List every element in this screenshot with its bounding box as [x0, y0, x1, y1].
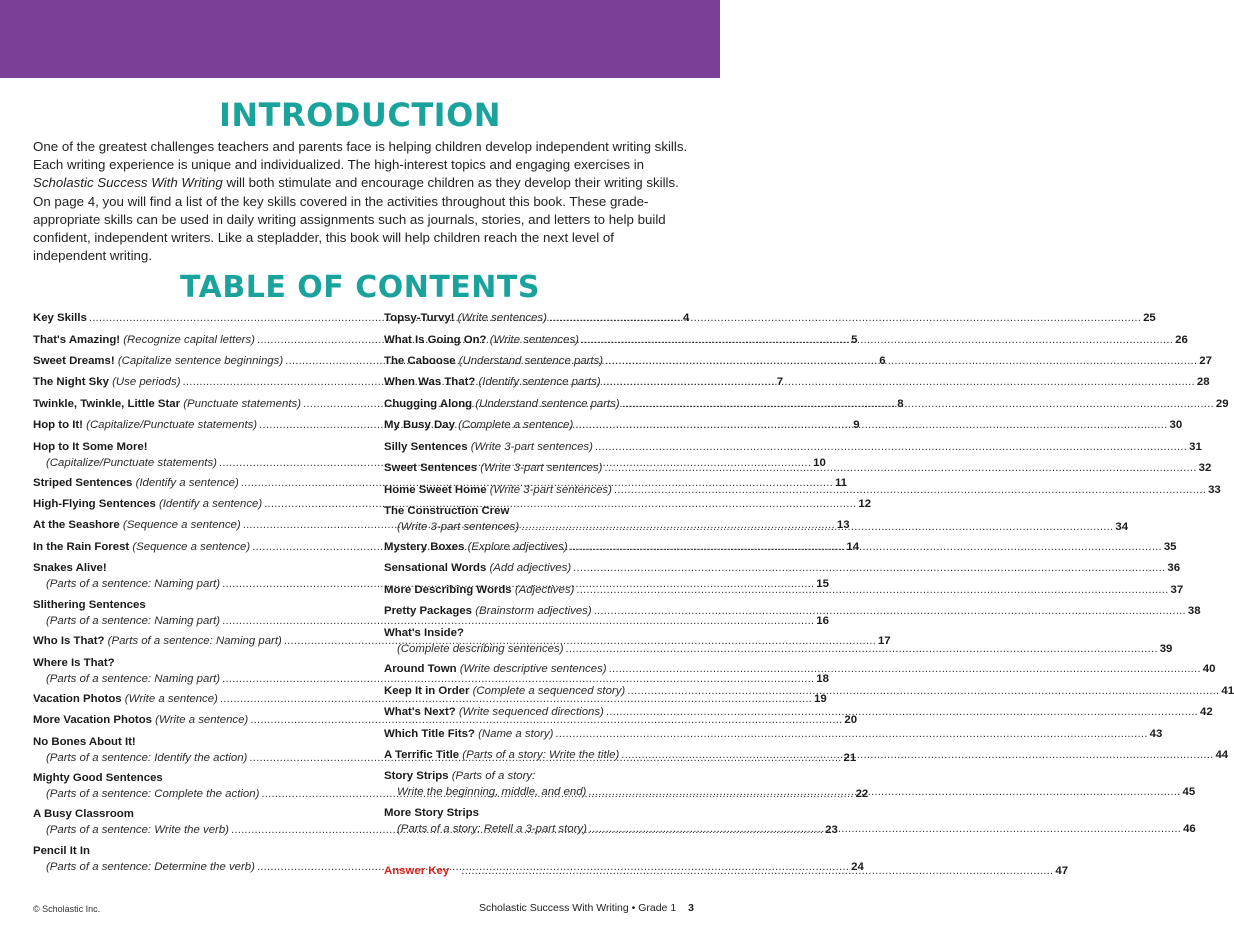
toc-entry-skill: (Parts of a sentence: Naming part) [107, 635, 282, 647]
toc-entry-label [384, 662, 607, 678]
toc-entry-title: Hop to It! [33, 419, 83, 431]
toc-entry-label [384, 684, 625, 700]
toc-entry [384, 375, 1210, 391]
toc-entry-title: Chugging Along [384, 398, 473, 410]
toc-entry-skill: (Write 3-part sentences) [470, 441, 593, 453]
dot-leader [603, 375, 1195, 391]
toc-entry-skill: (Parts of a story: Retell a 3-part story) [397, 822, 587, 835]
dot-leader [588, 785, 1180, 801]
toc-page-number: 28 [1196, 376, 1210, 388]
toc-entry-skill: (Name a story) [478, 728, 554, 740]
toc-entry-skill: (Write 3-part sentences) [397, 520, 520, 533]
toc-entry-label [46, 456, 217, 472]
toc-entry-first-line [33, 807, 359, 823]
toc-page-number: 31 [1189, 441, 1202, 453]
toc-entry-label [33, 375, 181, 391]
toc-entry-skill: (Parts of a sentence: Determine the verb) [46, 860, 255, 873]
toc-entry-title: Mystery Boxes [384, 541, 465, 553]
toc-page-number: 27 [1199, 355, 1212, 367]
toc-entry-line [384, 397, 1229, 413]
toc-entry-skill: (Complete describing sentences) [397, 642, 564, 655]
toc-entry-title: That's Amazing! [33, 334, 121, 346]
toc-entry-title: A Terrific Title [384, 749, 460, 761]
toc-page-number: 11 [834, 477, 848, 489]
header-color-band [0, 0, 720, 78]
toc-page-number: 44 [1215, 749, 1229, 761]
toc-page-number: 30 [1169, 419, 1183, 431]
toc-page-number: 47 [1055, 865, 1069, 877]
toc-entry-label [384, 311, 547, 327]
toc-entry-title: Answer Key [384, 865, 450, 877]
toc-entry-label [33, 311, 87, 327]
toc-entry-skill: (Complete a sentence) [458, 419, 574, 431]
toc-page-number: 45 [1182, 785, 1196, 798]
toc-page-number: 12 [858, 498, 872, 510]
toc-entry-title: More Story Strips [384, 807, 479, 819]
toc-entry-skill: (Parts of a sentence: Naming part) [46, 672, 221, 685]
toc-entry-title: What's Next? [384, 706, 456, 718]
toc-entry-first-line [33, 735, 359, 751]
toc-entry-label [33, 497, 262, 513]
dot-leader [570, 540, 1162, 556]
toc-entry-skill: (Capitalize/Punctuate statements) [46, 456, 217, 469]
toc-entry-label [33, 692, 218, 708]
toc-entry-skill: (Parts of a sentence: Write the verb) [46, 823, 229, 836]
toc-page-number: 46 [1183, 822, 1196, 835]
toc-entry-skill: (Write 3-part sentences) [480, 462, 603, 474]
toc-page-number: 21 [843, 751, 857, 764]
toc-entry-label [33, 634, 282, 650]
toc-entry-skill: (Parts of a story: Write the title) [462, 749, 620, 761]
toc-entry-first-line [33, 598, 359, 614]
dot-leader [606, 705, 1198, 721]
dot-leader [576, 583, 1168, 599]
toc-page-number: 26 [1175, 334, 1188, 346]
toc-entry-skill: Write the beginning, middle, and end) [397, 785, 587, 798]
toc-page-number: 39 [1159, 642, 1173, 655]
dot-leader [604, 461, 1196, 477]
toc-entry-first-line [33, 844, 359, 860]
toc-entry-title: Hop to It Some More! [33, 441, 148, 453]
toc-entry-skill: (Use periods) [112, 376, 181, 388]
toc-page-number: 23 [825, 823, 838, 836]
dot-leader [594, 604, 1186, 620]
toc-page-number: 41 [1221, 685, 1234, 697]
toc-entry-label [384, 440, 593, 456]
toc-entry [33, 692, 827, 708]
toc-page-number: 33 [1208, 484, 1221, 496]
toc-entry-title: Striped Sentences [33, 477, 133, 489]
toc-entry-line [384, 333, 1188, 349]
toc-entry-first-line [384, 504, 680, 520]
table-of-contents-heading: TABLE OF CONTENTS [180, 270, 540, 305]
toc-entry-skill: (Sequence a sentence) [122, 519, 241, 531]
toc-entry-label [33, 397, 301, 413]
toc-entry-label [384, 461, 602, 477]
toc-page-number: 5 [851, 334, 858, 346]
toc-page-number: 32 [1198, 462, 1212, 474]
toc-entry-label [384, 748, 619, 764]
toc-entry-title: When Was That? [384, 376, 476, 388]
toc-entry-first-line [33, 656, 359, 672]
dot-leader [461, 864, 1053, 880]
toc-page-number: 40 [1202, 663, 1216, 675]
toc-page-number: 6 [879, 355, 886, 367]
toc-entry-title: At the Seashore [33, 519, 120, 531]
toc-entry-line [384, 440, 1202, 456]
toc-entry-title: Vacation Photos [33, 693, 122, 705]
toc-entry-title: Which Title Fits? [384, 728, 475, 740]
toc-entry-title: Silly Sentences [384, 441, 468, 453]
toc-page-number: 35 [1163, 541, 1177, 553]
footer-book-title: Scholastic Success With Writing • Grade 1 [478, 902, 677, 914]
dot-leader [589, 822, 1181, 838]
toc-entry [384, 561, 1181, 577]
dot-leader [581, 333, 1173, 349]
intro-text-part-2: will both stimulate and encourage children as they develop their writing skills. On page 4, you will find a list of the key skills covered in the activities throughout this book. These grade-appropriate skills can be used in daily writing assignments such as journals, stories, and letters to help build confident, independent writers. Like a stepladder, this book will help children reach the next level of independent writing. [33, 175, 679, 264]
toc-entry-skill: (Understand sentence parts) [458, 355, 604, 367]
toc-page-number: 18 [816, 672, 829, 685]
toc-entry-title: Slithering Sentences [33, 599, 146, 611]
toc-entry-skill: (Write a sentence) [124, 693, 218, 705]
toc-page-number: 20 [844, 714, 858, 726]
intro-text-part-1: One of the greatest challenges teachers and parents face is helping children develop independent writing skills. Each writing experience is unique and individualized. The high-interest topics and engaging exercises in [33, 139, 688, 173]
introduction-heading: INTRODUCTION [218, 96, 502, 134]
toc-entry-title: Home Sweet Home [384, 484, 487, 496]
toc-entry-label [384, 705, 604, 721]
toc-entry-skill: (Parts of a sentence: Identify the action) [46, 751, 248, 764]
toc-entry-title: In the Rain Forest [33, 541, 130, 553]
toc-page-number: 13 [836, 519, 850, 531]
toc-page-number: 14 [846, 541, 860, 553]
toc-page-number: 7 [776, 376, 784, 388]
toc-entry-title: Around Town [384, 663, 457, 675]
toc-entry-first-line [33, 561, 359, 577]
page-number: 3 [688, 902, 694, 914]
toc-entry-label [384, 561, 571, 577]
toc-entry [384, 662, 1216, 678]
toc-entry-label [46, 577, 220, 593]
dot-leader [605, 354, 1197, 370]
toc-page-number: 16 [816, 614, 829, 627]
toc-entry-title: Mighty Good Sentences [33, 772, 163, 784]
dot-leader [609, 662, 1201, 678]
toc-entry-title: The Construction Crew [384, 505, 510, 517]
toc-entry-skill: (Parts of a sentence: Complete the action) [46, 787, 260, 800]
toc-entry-label [46, 787, 259, 803]
toc-entry-title: Story Strips [384, 770, 449, 782]
toc-entry-title: Who Is That? [33, 635, 105, 647]
dot-leader [595, 440, 1187, 456]
toc-entry-title: Key Skills [33, 312, 87, 324]
dot-leader [621, 748, 1213, 764]
toc-entry-skill: (Identify a sentence) [135, 477, 239, 489]
toc-entry-skill: (Recognize capital letters) [123, 334, 255, 346]
toc-page-number: 37 [1170, 584, 1184, 596]
toc-entry-label [46, 823, 229, 839]
toc-entry-title: Sweet Sentences [384, 462, 478, 474]
toc-entry-skill: (Parts of a sentence: Naming part) [46, 577, 221, 590]
toc-entry [384, 604, 1201, 620]
toc-entry-skill: (Parts of a story: [451, 770, 536, 782]
toc-entry-label [46, 860, 255, 876]
toc-entry-line [33, 692, 827, 708]
toc-entry [384, 333, 1188, 349]
dot-leader [614, 483, 1206, 499]
toc-entry-skill: (Adjectives) [514, 584, 575, 596]
toc-entry-skill: (Write descriptive sentences) [459, 663, 607, 675]
toc-entry-title: My Busy Day [384, 419, 455, 431]
toc-entry-first-line [33, 771, 359, 787]
toc-entry-label [397, 520, 519, 536]
toc-entry-title: Snakes Alive! [33, 562, 107, 574]
toc-entry-label [384, 483, 612, 499]
toc-entry-title: More Vacation Photos [33, 714, 152, 726]
dot-leader [566, 642, 1158, 658]
toc-page-number: 29 [1215, 398, 1229, 410]
toc-entry-skill: (Sequence a sentence) [132, 541, 251, 553]
toc-entry [384, 354, 1212, 370]
toc-entry-label [384, 418, 573, 434]
toc-page-number: 17 [877, 635, 891, 647]
toc-entry-label [397, 642, 564, 658]
dot-leader [575, 418, 1167, 434]
toc-entry-line [384, 727, 1163, 743]
intro-book-title: Scholastic Success With Writing [33, 175, 223, 191]
toc-entry [384, 440, 1202, 456]
toc-entry-skill: (Write sentences) [489, 334, 579, 346]
toc-entry-skill: (Punctuate statements) [183, 398, 301, 410]
toc-entry-skill: (Understand sentence parts) [475, 398, 620, 410]
introduction-paragraph [33, 138, 688, 265]
toc-entry-line [384, 418, 1183, 434]
toc-page-number: 42 [1200, 706, 1213, 718]
toc-entry-skill: (Write 3-part sentences) [489, 484, 612, 496]
toc-entry-skill: (Capitalize/Punctuate statements) [86, 419, 258, 431]
toc-entry-label [33, 713, 248, 729]
toc-entry-skill: (Parts of a sentence: Naming part) [46, 614, 221, 627]
toc-entry-skill: (Identify a sentence) [158, 498, 263, 510]
toc-entry-title: What's Inside? [384, 627, 464, 639]
toc-entry-title: What Is Going On? [384, 334, 487, 346]
toc-page-number: 34 [1115, 520, 1129, 533]
toc-entry-skill: (Identify sentence parts) [478, 376, 601, 388]
toc-entry-title: Twinkle, Twinkle, Little Star [33, 398, 181, 410]
toc-entry-title: More Describing Words [384, 584, 512, 596]
toc-entry-line [384, 311, 1156, 327]
toc-entry-title: The Night Sky [33, 376, 109, 388]
toc-entry-label [33, 333, 255, 349]
toc-entry-title: Where Is That? [33, 657, 115, 669]
toc-entry-title: Pretty Packages [384, 605, 473, 617]
toc-entry-line [384, 662, 1216, 678]
dot-leader [555, 727, 1147, 743]
toc-entry-skill: (Explore adjectives) [467, 541, 568, 553]
toc-entry-line [384, 642, 1173, 658]
toc-entry-label [397, 785, 586, 801]
footer-book-info [479, 902, 694, 914]
toc-entry-label [397, 822, 587, 838]
copyright-notice: © Scholastic Inc. [33, 904, 101, 914]
toc-entry-line [384, 561, 1181, 577]
toc-entry-line [33, 672, 829, 688]
toc-page-number: 24 [851, 860, 864, 873]
toc-entry-skill: (Write sentences) [457, 312, 547, 324]
toc-entry-line [384, 604, 1201, 620]
toc-entry-label [46, 672, 220, 688]
dot-leader [622, 397, 1214, 413]
toc-entry-title: The Caboose [384, 355, 456, 367]
toc-entry-skill: (Add adjectives) [489, 562, 572, 574]
toc-page-number: 9 [853, 419, 860, 431]
toc-page-number: 25 [1143, 312, 1156, 324]
toc-entry-first-line [33, 440, 359, 456]
toc-entry-label [33, 476, 239, 492]
toc-entry [384, 311, 1156, 327]
dot-leader [521, 520, 1113, 536]
toc-page-number: 43 [1149, 728, 1163, 740]
dot-leader [573, 561, 1165, 577]
toc-page-number: 36 [1167, 562, 1181, 574]
toc-page-number: 19 [814, 693, 827, 705]
toc-entry-label [33, 540, 250, 556]
toc-page-number: 15 [816, 577, 829, 590]
toc-entry-skill: (Brainstorm adjectives) [475, 605, 592, 617]
toc-entry-title: Keep It in Order [384, 685, 470, 697]
toc-entry-first-line [384, 769, 680, 785]
toc-entry-title: A Busy Classroom [33, 808, 134, 820]
toc-entry-title: High-Flying Sentences [33, 498, 156, 510]
toc-entry-skill: (Complete a sequenced story) [472, 685, 626, 697]
toc-entry-line [384, 375, 1210, 391]
toc-entry-label [384, 397, 620, 413]
toc-entry-label [384, 333, 579, 349]
toc-entry-label [33, 518, 241, 534]
toc-entry-label [384, 604, 592, 620]
toc-entry [384, 418, 1183, 434]
toc-entry-title: Sensational Words [384, 562, 487, 574]
toc-entry-first-line [384, 626, 680, 642]
toc-entry-label [46, 614, 220, 630]
dot-leader [549, 311, 1141, 327]
toc-entry-title: Topsy-Turvy! [384, 312, 455, 324]
toc-page-number: 4 [683, 312, 690, 324]
toc-entry-label [384, 375, 601, 391]
toc-entry-label [33, 418, 257, 434]
toc-entry-title: Pencil It In [33, 845, 90, 857]
toc-entry-first-line [384, 806, 680, 822]
toc-entry-line [384, 354, 1212, 370]
toc-entry-label [384, 864, 449, 880]
dot-leader [627, 684, 1219, 700]
toc-entry [384, 397, 1229, 413]
toc-entry-label [384, 354, 603, 370]
toc-entry-title: Sweet Dreams! [33, 355, 115, 367]
toc-entry [384, 727, 1163, 743]
toc-entry-line [33, 713, 858, 729]
toc-entry-label [384, 540, 568, 556]
toc-entry-label [384, 727, 553, 743]
toc-page-number: 8 [897, 398, 904, 410]
toc-page-number: 38 [1187, 605, 1201, 617]
toc-page-number: 10 [813, 456, 826, 469]
toc-entry [33, 713, 858, 729]
toc-entry-label [46, 751, 247, 767]
toc-entry-skill: (Write a sentence) [155, 714, 249, 726]
toc-entry-skill: (Capitalize sentence beginnings) [117, 355, 284, 367]
toc-entry-title: No Bones About It! [33, 736, 136, 748]
toc-page-number: 22 [855, 787, 869, 800]
toc-entry-label [33, 354, 283, 370]
toc-entry-skill: (Write sequenced directions) [458, 706, 604, 718]
toc-entry-label [384, 583, 574, 599]
toc-entry-line [33, 614, 829, 630]
